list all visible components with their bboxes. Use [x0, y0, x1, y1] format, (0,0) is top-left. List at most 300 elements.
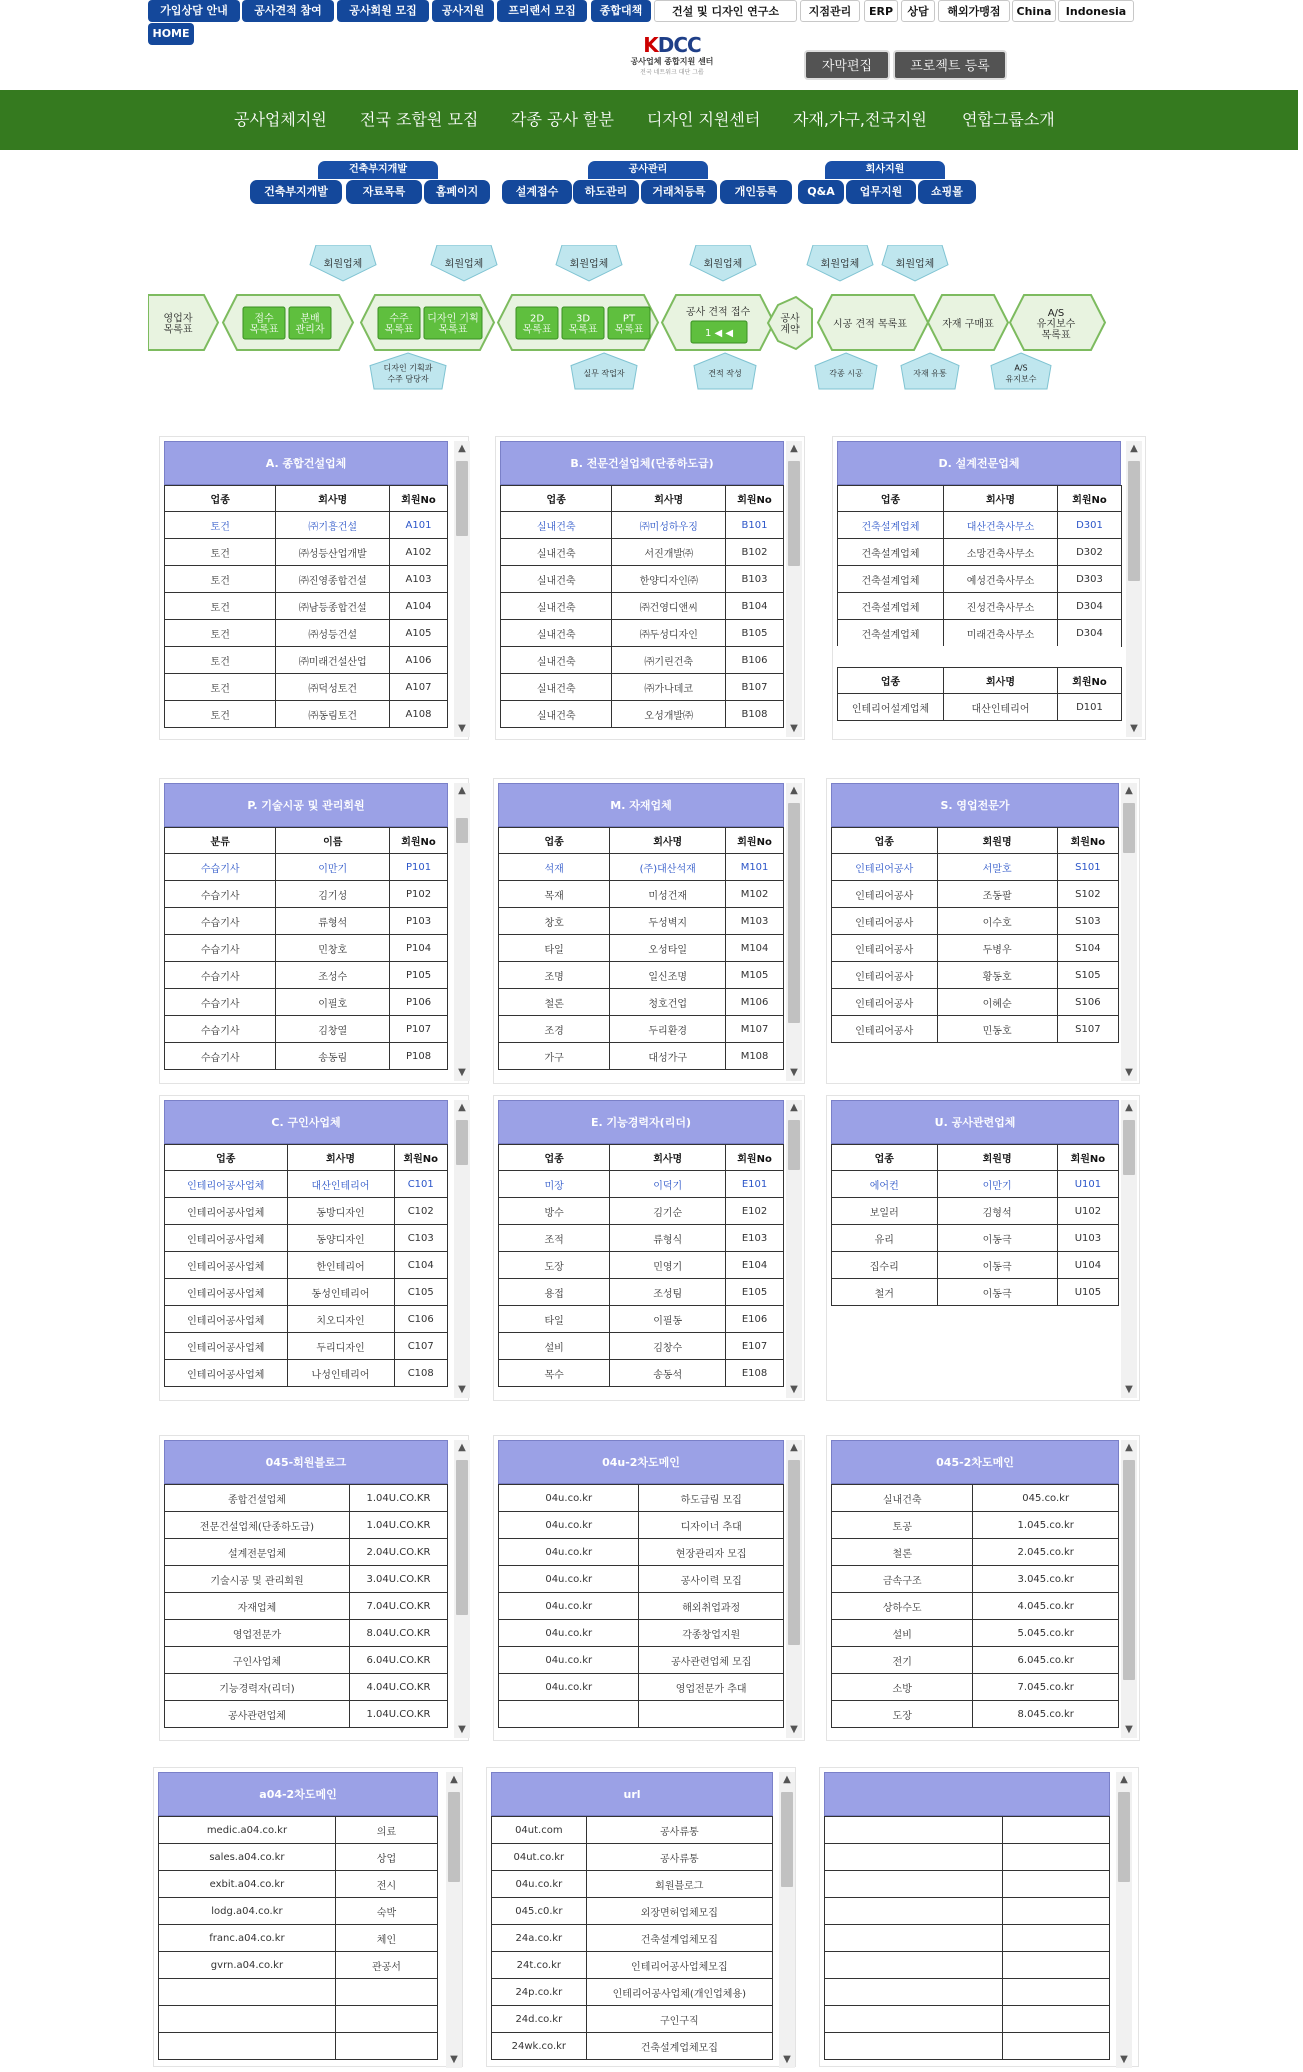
table-row[interactable]	[165, 539, 448, 566]
table-cell[interactable]: ㈜기흥건설	[276, 512, 390, 539]
table-cell[interactable]: U102	[1057, 1198, 1118, 1225]
table-cell[interactable]: S107	[1057, 1016, 1118, 1043]
table-row[interactable]	[499, 1225, 784, 1252]
table-cell[interactable]: 04ut.com	[492, 1817, 587, 1844]
table-cell[interactable]: 영업전문가 추대	[639, 1674, 784, 1701]
panel-scrollbar[interactable]	[454, 441, 470, 737]
table-cell[interactable]: C104	[394, 1252, 448, 1279]
table-cell[interactable]: U103	[1057, 1225, 1118, 1252]
table-cell[interactable]: E102	[726, 1198, 784, 1225]
scroll-up-icon[interactable]: ▲	[450, 1774, 458, 1785]
table-row[interactable]	[165, 1306, 448, 1333]
table-cell[interactable]: A106	[390, 647, 448, 674]
table-cell[interactable]: gvrn.a04.co.kr	[159, 1952, 336, 1979]
table-row[interactable]	[832, 1279, 1119, 1306]
scroll-up-icon[interactable]: ▲	[1125, 1102, 1133, 1113]
table-cell[interactable]: 8.045.co.kr	[973, 1701, 1119, 1728]
table-cell[interactable]: M107	[726, 1016, 784, 1043]
table-cell[interactable]: A108	[390, 701, 448, 728]
scroll-down-icon[interactable]: ▼	[1125, 1067, 1133, 1078]
table-cell[interactable]: B104	[726, 593, 784, 620]
nav-work-distribution[interactable]: 각종 공사 할분	[511, 110, 614, 129]
table-cell[interactable]: 이필호	[276, 989, 390, 1016]
table-cell[interactable]: 인테리어공사	[832, 962, 938, 989]
table-row[interactable]	[499, 881, 784, 908]
table-row[interactable]	[499, 1043, 784, 1070]
table-cell[interactable]: C105	[394, 1279, 448, 1306]
table-cell[interactable]: ㈜두성디자인	[612, 620, 726, 647]
table-row[interactable]	[832, 881, 1119, 908]
table-row[interactable]	[165, 620, 448, 647]
scroll-up-icon[interactable]: ▲	[1125, 1442, 1133, 1453]
table-row[interactable]	[165, 674, 448, 701]
table-row[interactable]	[838, 593, 1122, 620]
table-cell[interactable]: P106	[390, 989, 448, 1016]
table-row[interactable]	[492, 1952, 773, 1979]
table-cell[interactable]: 토건	[165, 512, 276, 539]
table-cell[interactable]: 인테리어공사	[832, 854, 938, 881]
table-row[interactable]	[838, 620, 1122, 647]
table-cell[interactable]: 기술시공 및 관리회원	[165, 1566, 350, 1593]
table-cell[interactable]: 인테리어공사업체	[165, 1171, 288, 1198]
nav-group-intro[interactable]: 연합그룹소개	[962, 110, 1055, 129]
table-cell[interactable]: 토공	[832, 1512, 973, 1539]
table-row[interactable]	[832, 1701, 1119, 1728]
panel-scroll-area[interactable]	[487, 1768, 777, 2060]
scroll-thumb[interactable]	[788, 1120, 800, 1170]
scroll-up-icon[interactable]: ▲	[458, 785, 466, 796]
table-row[interactable]	[499, 1539, 784, 1566]
table-cell[interactable]: 도장	[832, 1701, 973, 1728]
table-cell[interactable]: 조적	[499, 1225, 610, 1252]
table-cell[interactable]: 1.04U.CO.KR	[349, 1701, 447, 1728]
table-cell[interactable]: 금속구조	[832, 1566, 973, 1593]
scroll-up-icon[interactable]: ▲	[1130, 443, 1138, 454]
table-cell[interactable]: 디자이너 추대	[639, 1512, 784, 1539]
table-cell[interactable]: 설비	[499, 1333, 610, 1360]
table-row[interactable]	[499, 989, 784, 1016]
scroll-down-icon[interactable]: ▼	[783, 2054, 791, 2065]
table-cell[interactable]: 이수호	[937, 908, 1057, 935]
table-cell[interactable]: 동방디자인	[287, 1198, 394, 1225]
table-row[interactable]	[492, 1925, 773, 1952]
table-cell[interactable]: 조성팀	[610, 1279, 726, 1306]
table-cell[interactable]: 04u.co.kr	[499, 1512, 639, 1539]
table-row[interactable]	[825, 1844, 1110, 1871]
table-row[interactable]	[165, 1674, 448, 1701]
nav-design-center[interactable]: 디자인 지원센터	[647, 110, 761, 129]
table-row[interactable]	[165, 566, 448, 593]
toplink-branch-mgmt[interactable]: 지점관리	[800, 0, 860, 22]
table-cell[interactable]: D302	[1058, 539, 1122, 566]
table-row[interactable]	[825, 1871, 1110, 1898]
table-cell[interactable]: 건축설계업체	[838, 620, 944, 647]
table-cell[interactable]: 수습기사	[165, 1016, 276, 1043]
table-row[interactable]	[492, 1871, 773, 1898]
table-row[interactable]	[825, 1898, 1110, 1925]
table-cell[interactable]: 조명	[499, 962, 610, 989]
table-cell[interactable]: 1.04U.CO.KR	[349, 1485, 447, 1512]
table-cell[interactable]: 진성건축사무소	[944, 593, 1058, 620]
table-cell[interactable]: (주)대산석재	[610, 854, 726, 881]
table-cell[interactable]: 수습기사	[165, 881, 276, 908]
panel-scroll-area[interactable]	[496, 437, 788, 733]
toplink-comprehensive-plan[interactable]: 종합대책	[591, 0, 651, 22]
table-cell[interactable]: M104	[726, 935, 784, 962]
table-cell[interactable]: 수습기사	[165, 1043, 276, 1070]
table-cell[interactable]: 이덕기	[610, 1171, 726, 1198]
scroll-down-icon[interactable]: ▼	[458, 1724, 466, 1735]
table-cell[interactable]: M103	[726, 908, 784, 935]
nav-union-recruit[interactable]: 전국 조합원 모집	[360, 110, 479, 129]
table-cell[interactable]: 24p.co.kr	[492, 1979, 587, 2006]
table-row[interactable]	[499, 962, 784, 989]
table-cell[interactable]: B105	[726, 620, 784, 647]
table-cell[interactable]: 04u.co.kr	[499, 1647, 639, 1674]
table-cell[interactable]: M101	[726, 854, 784, 881]
table-row[interactable]	[832, 1674, 1119, 1701]
table-cell[interactable]: B103	[726, 566, 784, 593]
table-cell[interactable]: 토건	[165, 593, 276, 620]
table-row[interactable]	[499, 1306, 784, 1333]
scroll-thumb[interactable]	[456, 1460, 468, 1615]
subnav-materials[interactable]: 자료목록	[346, 180, 422, 204]
table-row[interactable]	[165, 1198, 448, 1225]
table-cell[interactable]: 민창호	[276, 935, 390, 962]
table-row[interactable]	[499, 908, 784, 935]
table-row[interactable]	[165, 935, 448, 962]
table-cell[interactable]: 김기성	[276, 881, 390, 908]
table-cell[interactable]: 실내건축	[501, 566, 612, 593]
table-cell[interactable]: 철론	[832, 1539, 973, 1566]
table-row[interactable]	[165, 1647, 448, 1674]
toplink-estimate-participation[interactable]: 공사견적 참여	[242, 0, 334, 22]
scroll-up-icon[interactable]: ▲	[790, 443, 798, 454]
panel-scrollbar[interactable]	[446, 1772, 462, 2068]
table-row[interactable]	[832, 1512, 1119, 1539]
scroll-down-icon[interactable]: ▼	[1130, 723, 1138, 734]
table-cell[interactable]: 방수	[499, 1198, 610, 1225]
table-cell[interactable]: E108	[726, 1360, 784, 1387]
table-row[interactable]	[499, 1674, 784, 1701]
table-cell[interactable]: 공사이력 모집	[639, 1566, 784, 1593]
table-cell[interactable]: P104	[390, 935, 448, 962]
nav-contractor-support[interactable]: 공사업체지원	[234, 110, 327, 129]
table-cell[interactable]: 토건	[165, 701, 276, 728]
table-cell[interactable]: M108	[726, 1043, 784, 1070]
table-cell[interactable]: 민동호	[937, 1016, 1057, 1043]
table-cell[interactable]: 04u.co.kr	[499, 1539, 639, 1566]
panel-scrollbar[interactable]	[454, 1440, 470, 1738]
table-cell[interactable]: 김형석	[937, 1198, 1057, 1225]
table-row[interactable]	[825, 1817, 1110, 1844]
table-row[interactable]	[832, 1620, 1119, 1647]
panel-scroll-area[interactable]	[160, 1436, 452, 1734]
table-cell[interactable]: 집수리	[832, 1252, 938, 1279]
table-row[interactable]	[492, 1817, 773, 1844]
table-row[interactable]	[499, 1512, 784, 1539]
table-cell[interactable]: 04u.co.kr	[499, 1485, 639, 1512]
table-cell[interactable]: 김창열	[276, 1016, 390, 1043]
table-cell[interactable]: 04u.co.kr	[499, 1593, 639, 1620]
table-cell[interactable]: 이동극	[937, 1279, 1057, 1306]
table-cell[interactable]: B106	[726, 647, 784, 674]
scroll-down-icon[interactable]: ▼	[458, 1384, 466, 1395]
table-cell[interactable]: 3.045.co.kr	[973, 1566, 1119, 1593]
panel-scrollbar[interactable]	[786, 1440, 802, 1738]
kdcc-logo[interactable]: KDCC 공사업체 종합지원 센터 전국 네트워크 대단 그룹	[622, 34, 722, 84]
table-cell[interactable]: 토건	[165, 647, 276, 674]
panel-scroll-area[interactable]	[820, 1768, 1114, 2060]
table-cell[interactable]: 토건	[165, 539, 276, 566]
table-row[interactable]	[165, 593, 448, 620]
panel-scroll-area[interactable]	[160, 1096, 452, 1394]
table-cell[interactable]: P101	[390, 854, 448, 881]
table-cell[interactable]: 5.045.co.kr	[973, 1620, 1119, 1647]
table-cell[interactable]: 7.04U.CO.KR	[349, 1593, 447, 1620]
table-cell[interactable]: 해외취업과정	[639, 1593, 784, 1620]
table-cell[interactable]: 두병우	[937, 935, 1057, 962]
table-cell[interactable]: lodg.a04.co.kr	[159, 1898, 336, 1925]
table-cell[interactable]: P102	[390, 881, 448, 908]
table-cell[interactable]: 숙박	[335, 1898, 437, 1925]
table-cell[interactable]: 김창수	[610, 1333, 726, 1360]
table-cell[interactable]: 1.04U.CO.KR	[349, 1512, 447, 1539]
table-cell[interactable]: 24t.co.kr	[492, 1952, 587, 1979]
table-cell[interactable]: D101	[1058, 694, 1122, 721]
scroll-thumb[interactable]	[788, 1460, 800, 1645]
table-cell[interactable]: 6.045.co.kr	[973, 1647, 1119, 1674]
table-row[interactable]	[159, 2006, 438, 2033]
table-cell[interactable]: 1.045.co.kr	[973, 1512, 1119, 1539]
table-cell[interactable]: A102	[390, 539, 448, 566]
table-row[interactable]	[825, 1925, 1110, 1952]
table-cell[interactable]: 미래건축사무소	[944, 620, 1058, 647]
toplink-research-institute[interactable]: 건설 및 디자인 연구소	[654, 0, 797, 22]
table-row[interactable]	[165, 1016, 448, 1043]
table-cell[interactable]: E105	[726, 1279, 784, 1306]
table-cell[interactable]: P105	[390, 962, 448, 989]
table-row[interactable]	[499, 1620, 784, 1647]
table-cell[interactable]: 실내건축	[501, 701, 612, 728]
table-row[interactable]	[838, 512, 1122, 539]
table-cell[interactable]: 8.04U.CO.KR	[349, 1620, 447, 1647]
table-row[interactable]	[165, 647, 448, 674]
table-row[interactable]	[165, 1701, 448, 1728]
table-row[interactable]	[832, 989, 1119, 1016]
table-row[interactable]	[832, 1566, 1119, 1593]
table-cell[interactable]: 타일	[499, 1306, 610, 1333]
table-cell[interactable]: 인테리어공사업체	[165, 1198, 288, 1225]
table-cell[interactable]: 에어컨	[832, 1171, 938, 1198]
table-cell[interactable]: 건축설계업체	[838, 593, 944, 620]
table-row[interactable]	[492, 2006, 773, 2033]
table-cell[interactable]: 류형석	[276, 908, 390, 935]
table-cell[interactable]: 인테리어공사	[832, 908, 938, 935]
table-cell[interactable]: 김기순	[610, 1198, 726, 1225]
table-cell[interactable]: 미성건재	[610, 881, 726, 908]
table-row[interactable]	[492, 1898, 773, 1925]
table-cell[interactable]: C101	[394, 1171, 448, 1198]
table-cell[interactable]: D304	[1058, 593, 1122, 620]
table-cell[interactable]: 목수	[499, 1360, 610, 1387]
toplink-consult[interactable]: 상담	[901, 0, 935, 22]
table-row[interactable]	[492, 1844, 773, 1871]
table-cell[interactable]: medic.a04.co.kr	[159, 1817, 336, 1844]
subnav-land-dev[interactable]: 건축부지개발	[250, 180, 342, 204]
table-row[interactable]	[838, 694, 1122, 721]
table-cell[interactable]: 이만기	[937, 1171, 1057, 1198]
table-cell[interactable]: 상하수도	[832, 1593, 973, 1620]
table-cell[interactable]: A104	[390, 593, 448, 620]
table-cell[interactable]: M102	[726, 881, 784, 908]
table-cell[interactable]: 전기	[832, 1647, 973, 1674]
table-cell[interactable]: 04u.co.kr	[499, 1566, 639, 1593]
toplink-erp[interactable]: ERP	[864, 0, 898, 22]
table-cell[interactable]: 조경	[499, 1016, 610, 1043]
table-row[interactable]	[499, 854, 784, 881]
table-cell[interactable]: 치오디자인	[287, 1306, 394, 1333]
table-cell[interactable]: D303	[1058, 566, 1122, 593]
table-cell[interactable]: 구인구직	[586, 2006, 772, 2033]
table-cell[interactable]: D304	[1058, 620, 1122, 647]
table-cell[interactable]: A101	[390, 512, 448, 539]
table-cell[interactable]: 인테리어공사	[832, 989, 938, 1016]
table-cell[interactable]: 한양디자인㈜	[612, 566, 726, 593]
table-cell[interactable]: 수습기사	[165, 854, 276, 881]
table-cell[interactable]: 24d.co.kr	[492, 2006, 587, 2033]
table-cell[interactable]: P103	[390, 908, 448, 935]
table-row[interactable]	[165, 1485, 448, 1512]
scroll-thumb[interactable]	[1123, 1120, 1135, 1175]
table-cell[interactable]: 상업	[335, 1844, 437, 1871]
table-cell[interactable]: 인테리어공사업체	[165, 1333, 288, 1360]
panel-scrollbar[interactable]	[1121, 1100, 1137, 1398]
table-cell[interactable]: ㈜동림토건	[276, 701, 390, 728]
scroll-up-icon[interactable]: ▲	[783, 1774, 791, 1785]
table-cell[interactable]: 인테리어공사업체모집	[586, 1952, 772, 1979]
table-row[interactable]	[499, 1279, 784, 1306]
table-row[interactable]	[159, 1844, 438, 1871]
table-cell[interactable]: 수습기사	[165, 935, 276, 962]
table-cell[interactable]: 건축설계업체모집	[586, 1925, 772, 1952]
table-row[interactable]	[499, 935, 784, 962]
table-row[interactable]	[501, 593, 784, 620]
table-cell[interactable]: 전문건설업체(단종하도급)	[165, 1512, 350, 1539]
table-cell[interactable]: 예성건축사무소	[944, 566, 1058, 593]
table-row[interactable]	[825, 1952, 1110, 1979]
table-row[interactable]	[501, 539, 784, 566]
table-cell[interactable]: 04u.co.kr	[499, 1674, 639, 1701]
table-cell[interactable]: C107	[394, 1333, 448, 1360]
table-row[interactable]	[825, 2033, 1110, 2060]
table-row[interactable]	[159, 1979, 438, 2006]
table-cell[interactable]: 4.04U.CO.KR	[349, 1674, 447, 1701]
table-row[interactable]	[159, 1925, 438, 1952]
table-cell[interactable]: 보일러	[832, 1198, 938, 1225]
table-row[interactable]	[499, 1647, 784, 1674]
table-cell[interactable]: 미장	[499, 1171, 610, 1198]
scroll-down-icon[interactable]: ▼	[458, 723, 466, 734]
table-cell[interactable]: 이필동	[610, 1306, 726, 1333]
table-row[interactable]	[165, 1171, 448, 1198]
table-cell[interactable]: 동성인테리어	[287, 1279, 394, 1306]
table-cell[interactable]: B102	[726, 539, 784, 566]
table-row[interactable]	[165, 989, 448, 1016]
table-row[interactable]	[832, 1539, 1119, 1566]
table-cell[interactable]: 2.045.co.kr	[973, 1539, 1119, 1566]
scroll-thumb[interactable]	[456, 461, 468, 536]
table-cell[interactable]: 소망건축사무소	[944, 539, 1058, 566]
table-cell[interactable]: 용접	[499, 1279, 610, 1306]
table-row[interactable]	[832, 1485, 1119, 1512]
table-cell[interactable]: C102	[394, 1198, 448, 1225]
panel-scroll-area[interactable]	[494, 779, 788, 1077]
scroll-down-icon[interactable]: ▼	[790, 1384, 798, 1395]
table-cell[interactable]: 공사관련업체	[165, 1701, 350, 1728]
panel-scrollbar[interactable]	[1126, 441, 1142, 737]
scroll-thumb[interactable]	[1118, 1792, 1130, 1882]
panel-scroll-area[interactable]	[827, 1436, 1123, 1734]
table-cell[interactable]: E101	[726, 1171, 784, 1198]
table-row[interactable]	[165, 1279, 448, 1306]
table-cell[interactable]: 조성수	[276, 962, 390, 989]
table-cell[interactable]: 오성개발㈜	[612, 701, 726, 728]
table-row[interactable]	[165, 701, 448, 728]
table-cell[interactable]: U104	[1057, 1252, 1118, 1279]
table-cell[interactable]: 관공서	[335, 1952, 437, 1979]
table-cell[interactable]: 인테리어공사	[832, 935, 938, 962]
subnav-shopping-mall[interactable]: 쇼핑몰	[918, 180, 976, 204]
table-cell[interactable]: S104	[1057, 935, 1118, 962]
project-register-button[interactable]: 프로젝트 등록	[893, 50, 1007, 80]
table-cell[interactable]: 인테리어공사	[832, 1016, 938, 1043]
nav-materials-support[interactable]: 자재,가구,전국지원	[793, 110, 927, 129]
table-row[interactable]	[832, 1016, 1119, 1043]
table-row[interactable]	[165, 1043, 448, 1070]
table-row[interactable]	[165, 1225, 448, 1252]
table-cell[interactable]: 철거	[832, 1279, 938, 1306]
table-row[interactable]	[165, 854, 448, 881]
table-row[interactable]	[492, 1979, 773, 2006]
table-cell[interactable]: 04ut.co.kr	[492, 1844, 587, 1871]
table-row[interactable]	[832, 1647, 1119, 1674]
table-row[interactable]	[501, 566, 784, 593]
table-cell[interactable]: exbit.a04.co.kr	[159, 1871, 336, 1898]
table-cell[interactable]: S103	[1057, 908, 1118, 935]
subnav-personal-register[interactable]: 개인등록	[720, 180, 792, 204]
table-cell[interactable]: 이동극	[937, 1225, 1057, 1252]
table-cell[interactable]: 공사류통	[586, 1844, 772, 1871]
table-cell[interactable]: 공사류통	[586, 1817, 772, 1844]
table-cell[interactable]: 3.04U.CO.KR	[349, 1566, 447, 1593]
table-cell[interactable]: A107	[390, 674, 448, 701]
table-cell[interactable]: 대산건축사무소	[944, 512, 1058, 539]
panel-scrollbar[interactable]	[1121, 1440, 1137, 1738]
table-row[interactable]	[832, 854, 1119, 881]
table-cell[interactable]: 인테리어공사업체	[165, 1279, 288, 1306]
table-cell[interactable]: 서말호	[937, 854, 1057, 881]
toplink-china[interactable]: China	[1012, 0, 1056, 22]
scroll-thumb[interactable]	[448, 1792, 460, 1882]
subnav-qna[interactable]: Q&A	[798, 180, 844, 204]
table-cell[interactable]: 유리	[832, 1225, 938, 1252]
scroll-down-icon[interactable]: ▼	[1125, 1384, 1133, 1395]
subnav-homepage[interactable]: 홈페이지	[424, 180, 490, 204]
table-cell[interactable]: 2.04U.CO.KR	[349, 1539, 447, 1566]
table-cell[interactable]: 24a.co.kr	[492, 1925, 587, 1952]
table-row[interactable]	[165, 512, 448, 539]
